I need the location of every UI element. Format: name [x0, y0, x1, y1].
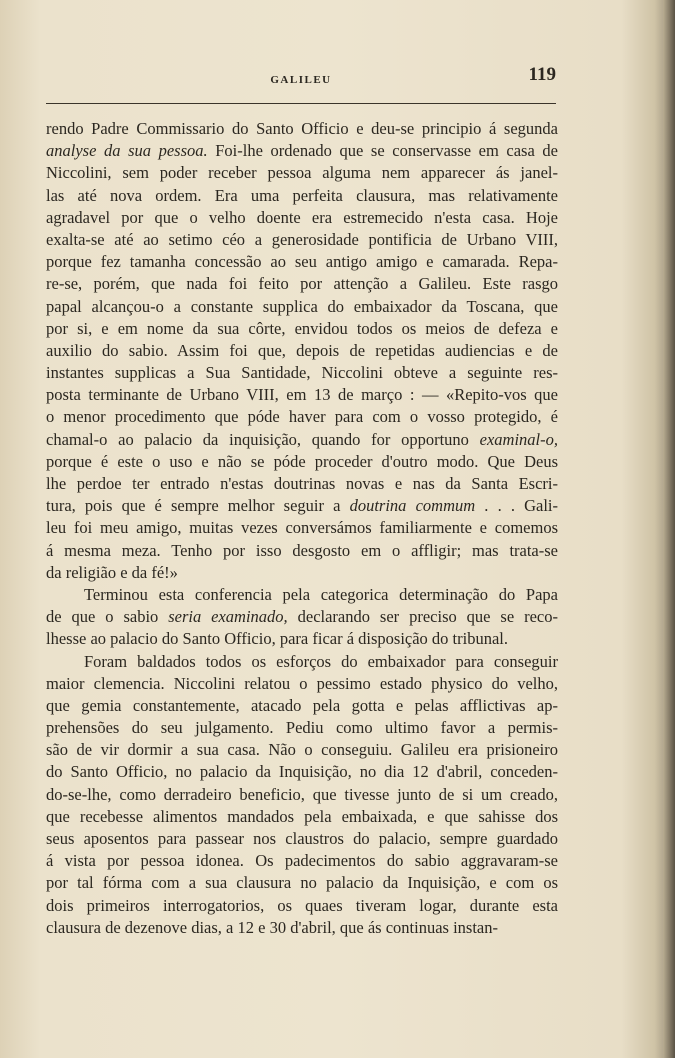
- text-run: dois primeiros interrogatorios, os quaes tiveram logar, durante esta: [46, 895, 558, 915]
- text-line: [46, 517, 558, 539]
- text-line: [46, 540, 558, 562]
- text-run: leu foi meu amigo, muitas vezes conversámos familiarmente e comemos: [46, 518, 558, 538]
- text-line: [46, 872, 558, 894]
- text-line: [46, 584, 558, 606]
- text-run: tura, pois que é sempre melhor seguir a: [46, 496, 350, 516]
- page-header: [46, 62, 556, 92]
- text-run: de que o sabio: [46, 607, 169, 627]
- text-run: são de vir dormir a sua casa. Não o conseguiu. Galileu era prisioneiro: [46, 740, 558, 760]
- text-run: lhesse ao palacio do Santo Officio, para ficar á disposição do tribunal.: [46, 629, 509, 649]
- text-line: [46, 273, 558, 295]
- text-run: seus aposentos para passear nos claustros do palacio, sempre guardado: [46, 829, 558, 848]
- text-line: [46, 917, 558, 939]
- text-run: las até nova ordem. Era uma perfeita clausura, mas relativamente: [46, 185, 558, 205]
- text-run: porque é este o uso e não se póde proceder d'outro modo. Que Deus: [46, 451, 558, 471]
- text-run: do-se-lhe, como derradeiro beneficio, que tivesse junto de si um creado,: [46, 784, 558, 804]
- text-line: [46, 140, 558, 162]
- text-line: [46, 207, 558, 229]
- text-run: Foi-lhe ordenado que se conservasse em casa de: [207, 141, 558, 161]
- text-line: [46, 362, 558, 384]
- text-run: clausura de dezenove dias, a 12 e 30 d'abril, que ás continuas instan-: [46, 917, 498, 937]
- body-text: [46, 118, 558, 939]
- text-run: prehensões do seu julgamento. Pediu como ultimo favor a permis-: [46, 718, 558, 738]
- text-line: [46, 806, 558, 828]
- text-run: á vista por pessoa idonea. Os padecimentos do sabio aggravaram-se: [46, 851, 558, 871]
- text-run: Niccolini, sem poder receber pessoa alguma nem apparecer ás janel-: [46, 163, 558, 183]
- running-title: GALILEU: [270, 74, 332, 86]
- text-run: papal alcançou-o a constante supplica do embaixador da Toscana, que: [46, 296, 558, 316]
- text-run: chamal-o ao palacio da inquisição, quando for opportuno: [46, 429, 480, 449]
- text-line: [46, 162, 558, 184]
- text-line: [46, 318, 558, 340]
- text-run: á mesma meza. Tenho por isso desgosto em o affligir; mas trata-se: [46, 540, 558, 560]
- italic-text: doutrina commum: [349, 496, 476, 516]
- text-line: [46, 473, 558, 495]
- text-line: [46, 850, 558, 872]
- text-line: [46, 296, 558, 318]
- text-line: [46, 606, 558, 628]
- text-line: [46, 673, 558, 695]
- page-number: 119: [528, 64, 556, 85]
- text-run: exalta-se até ao setimo céo a generosidade pontificia de Urbano VIII,: [46, 229, 558, 249]
- text-line: [46, 185, 558, 207]
- text-line: [46, 495, 558, 517]
- text-line: [46, 695, 558, 717]
- text-line: [46, 828, 558, 850]
- text-run: que gemia constantemente, atacado pela gotta e pelas afflictivas ap-: [46, 695, 558, 715]
- text-run: por tal fórma com a sua clausura no palacio da Inquisição, e com os: [46, 873, 558, 893]
- book-spine-edge: [663, 0, 675, 1058]
- text-line: [46, 340, 558, 362]
- text-line: [46, 562, 558, 584]
- italic-text: analyse da sua pessoa.: [46, 141, 208, 161]
- text-run: da religião e da fé!»: [46, 562, 178, 582]
- text-line: [46, 895, 558, 917]
- text-line: [46, 384, 558, 406]
- italic-text: seria examinado,: [168, 607, 288, 627]
- text-run: porque fez tamanha concessão ao seu antigo amigo e camarada. Repa-: [46, 252, 558, 272]
- text-run: o menor procedimento que póde haver para com o vosso protegido, é: [46, 407, 558, 427]
- text-run: instantes supplicas a Sua Santidade, Niccolini obteve a seguinte res-: [46, 363, 558, 383]
- text-run: do Santo Officio, no palacio da Inquisição, no dia 12 d'abril, conceden-: [46, 762, 558, 782]
- text-run: agradavel por que o velho doente era estremecido n'esta casa. Hoje: [46, 207, 558, 227]
- header-rule: [46, 103, 556, 104]
- text-line: [46, 118, 558, 140]
- text-run: . . . Gali-: [475, 496, 558, 516]
- text-line: [46, 717, 558, 739]
- text-line: [46, 451, 558, 473]
- text-run: declarando ser preciso que se reco-: [287, 607, 559, 627]
- paragraph: [46, 118, 558, 584]
- text-line: [46, 406, 558, 428]
- text-run: posta terminante de Urbano VIII, em 13 de março : — «Repito-vos que: [46, 385, 558, 405]
- text-run: rendo Padre Commissario do Santo Officio e deu-se principio á segunda: [46, 119, 558, 138]
- text-line: [46, 229, 558, 251]
- text-run: auxilio do sabio. Assim foi que, depois de repetidas audiencias e de: [46, 340, 558, 360]
- text-run: re-se, porém, que nada foi feito por attenção a Galileu. Este rasgo: [46, 274, 558, 294]
- text-line: [46, 628, 558, 650]
- italic-text: examinal-o,: [479, 429, 558, 449]
- text-run: Foram baldados todos os esforços do embaixador para conseguir: [84, 651, 558, 671]
- text-line: [46, 739, 558, 761]
- text-run: lhe perdoe ter entrado n'estas doutrinas novas e nas da Santa Escri-: [46, 474, 558, 493]
- text-run: que recebesse alimentos mandados pela embaixada, e que sahisse dos: [46, 806, 558, 826]
- text-run: maior clemencia. Niccolini relatou o pessimo estado physico do velho,: [46, 673, 558, 693]
- text-line: [46, 761, 558, 783]
- text-run: Terminou esta conferencia pela categorica determinação do Papa: [84, 584, 558, 604]
- paragraph: [46, 584, 558, 651]
- text-line: [46, 651, 558, 673]
- text-line: [46, 429, 558, 451]
- text-line: [46, 251, 558, 273]
- text-line: [46, 784, 558, 806]
- paragraph: [46, 651, 558, 939]
- text-run: por si, e em nome da sua côrte, envidou todos os meios de defeza e: [46, 318, 558, 338]
